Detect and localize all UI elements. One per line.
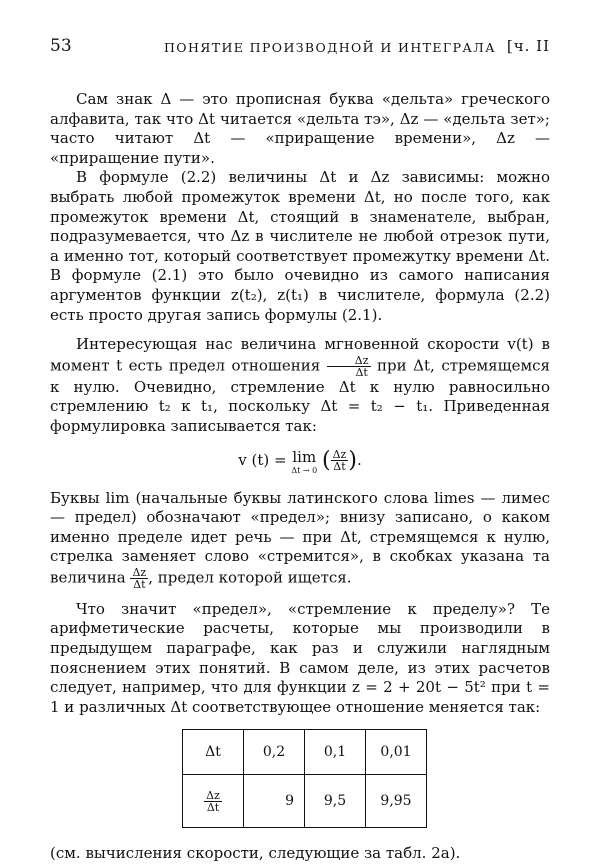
table-fraction	[204, 790, 222, 813]
paragraph-delta-sign: Сам знак Δ — это прописная буква «дельта» греческого алфавита, так что Δt читается «дельта тэ», Δz — «дельта зет»; часто читают Δt — «приращение времени», Δz — «приращение пути».	[50, 90, 550, 167]
chapter-marker: [ч. II	[506, 37, 550, 55]
fraction-denominator: Δt	[333, 460, 346, 473]
table-cell: 9,95	[366, 775, 427, 828]
formula-fraction	[331, 449, 349, 472]
paragraph-limit-question: Что значит «предел», «стремление к пределу»? Те арифметические расчеты, которые мы производили в предыдущем параграфе, как раз и служили наглядным пояснением этих понятий. В самом деле, из этих расчетов следует, например, что для функции z = 2 + 20t − 5t² при t = 1 и различных Δt соответствующее отношение меняется так:	[50, 599, 550, 716]
paragraph-text: , предел которой ищется.	[148, 568, 352, 587]
limit-operator	[291, 447, 317, 475]
table-header-cell: Δt	[183, 730, 244, 775]
running-title: ПОНЯТИЕ ПРОИЗВОДНОЙ И ИНТЕГРАЛА	[164, 40, 496, 55]
paragraph-text: Интересующая нас величина мгновенной скорости v(t) в момент t есть предел отношения	[50, 335, 550, 375]
paragraph-instant-velocity	[50, 335, 550, 436]
fraction-denominator: Δt	[206, 800, 220, 814]
fraction-numerator: Δz	[206, 788, 220, 802]
page-header	[50, 36, 550, 60]
fraction-numerator: Δz	[132, 565, 147, 579]
formula-end: .	[356, 450, 362, 469]
paragraph-text: при Δt, стремящемся к нулю. Очевидно, стремление Δt к нулю равносильно стремлению t₂ к t₁, поскольку Δt = t₂ − t₁. Приведенная формулировка записывается так:	[50, 356, 550, 435]
open-paren: (	[322, 447, 331, 473]
paragraph-table-reference: (см. вычисления скорости, следующие за табл. 2а).	[50, 844, 461, 863]
table-row	[183, 730, 427, 775]
paragraph-text: Буквы lim (начальные буквы латинского слова limes — лимес — предел) обозначают «предел»; внизу записано, о каком именно пределе идет речь — при Δt, стремящемся к нулю, стрелка заменяет слово «стремится», в скобках указана та величина	[50, 488, 550, 587]
fraction-numerator: Δz	[327, 355, 371, 367]
fraction-numerator: Δz	[332, 448, 347, 461]
formula-lhs: v (t) =	[238, 450, 287, 469]
inline-fraction-dz-dt	[130, 567, 148, 590]
limit-subscript: Δt → 0	[291, 465, 318, 475]
page-body	[50, 90, 550, 864]
fraction-denominator: Δt	[355, 365, 368, 379]
table-cell: 0,1	[305, 730, 366, 775]
ratio-table	[182, 729, 427, 828]
inline-fraction-dz-dt	[327, 355, 371, 378]
page-number: 53	[50, 36, 72, 56]
limit-formula	[50, 447, 550, 481]
table-row	[183, 775, 427, 828]
close-paren: )	[348, 447, 357, 473]
table-cell: 0,01	[366, 730, 427, 775]
paragraph-formula-2-2: В формуле (2.2) величины Δt и Δz зависимы: можно выбрать любой промежуток времени Δt, но после того, как промежуток времени Δt, стоящий в знаменателе, выбран, подразумевается, что Δz в числителе не любой отрезок пути, а именно тот, который соответствует промежутку времени Δt. В формуле (2.1) это было очевидно из самого написания аргументов функции z(t₂), z(t₁) в числителе, формула (2.2) есть просто другая запись формулы (2.1).	[50, 168, 550, 324]
table-cell: 0,2	[244, 730, 305, 775]
table-header-cell	[183, 775, 244, 828]
table-cell: 9,5	[305, 775, 366, 828]
paragraph-lim-explanation	[50, 489, 550, 590]
table-cell: 9	[244, 775, 305, 828]
limit-word: lim	[292, 447, 317, 466]
fraction-denominator: Δt	[133, 577, 146, 591]
